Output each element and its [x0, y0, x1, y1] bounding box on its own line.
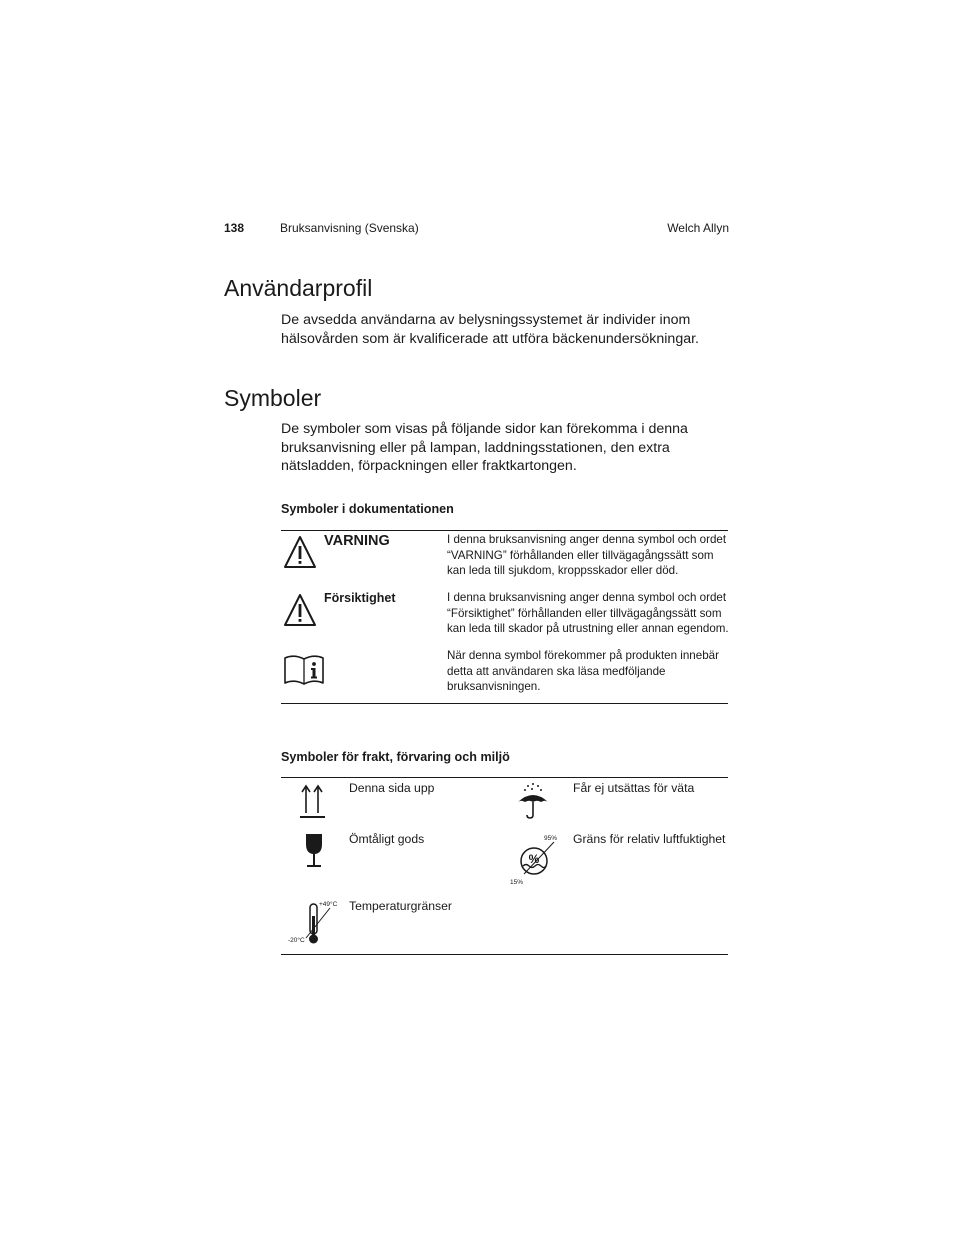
- shipping-table-top-rule: [281, 777, 728, 778]
- warning-label: VARNING: [324, 533, 390, 549]
- this-side-up-icon: [299, 783, 327, 819]
- user-profile-text: De avsedda användarna av belysningssystemet är individer inom hälsovården som är kvalificerade att utföra bäckenundersökningar.: [281, 312, 699, 347]
- doc-symbols-title: Symboler i dokumentationen: [281, 502, 454, 516]
- humidity-limit-label: Gräns för relativ luftfuktighet: [573, 832, 726, 846]
- brand-name: Welch Allyn: [667, 221, 729, 235]
- consult-instructions-icon: [283, 654, 325, 686]
- caution-description: I denna bruksanvisning anger denna symbol och ordet “Försiktighet” förhållanden eller tillvägagångssätt som kan leda till skador på utrustning eller annan egendom.: [447, 591, 729, 636]
- humidity-limit-icon: [508, 834, 560, 890]
- shipping-symbols-title: Symboler för frakt, förvaring och miljö: [281, 750, 510, 764]
- section-heading-user-profile: Användarprofil: [224, 275, 373, 301]
- warning-triangle-icon: [283, 535, 317, 569]
- temperature-lower-limit: -20°C: [288, 937, 305, 944]
- temperature-limit-label: Temperaturgränser: [349, 899, 452, 913]
- page-number: 138: [224, 221, 245, 235]
- humidity-lower-limit: 15%: [510, 879, 524, 886]
- table-bottom-rule: [281, 703, 728, 704]
- warning-description: I denna bruksanvisning anger denna symbol och ordet “VARNING” förhållanden eller tillvägagångssätt som kan leda till sjukdom, kroppsskador eller död.: [447, 533, 727, 578]
- section-heading-symbols: Symboler: [224, 385, 322, 411]
- this-side-up-label: Denna sida upp: [349, 781, 435, 795]
- keep-dry-icon: [516, 782, 550, 820]
- fragile-icon: [303, 832, 325, 870]
- fragile-label: Ömtåligt gods: [349, 832, 425, 846]
- table-top-rule: [281, 530, 728, 531]
- consult-instructions-description: När denna symbol förekommer på produkten innebär detta att användaren ska läsa medföljande bruksanvisningen.: [447, 649, 719, 694]
- svg-text:%: %: [528, 852, 540, 866]
- caution-triangle-icon: [283, 593, 317, 627]
- page-header: [224, 221, 729, 237]
- keep-dry-label: Får ej utsättas för väta: [573, 781, 695, 795]
- symbols-intro-text: De symboler som visas på följande sidor kan förekomma i denna bruksanvisning eller på lampan, laddningsstationen, den extra nätsladden, förpackningen eller fraktkartongen.: [281, 421, 688, 475]
- temperature-upper-limit: +49°C: [319, 901, 338, 908]
- document-title: Bruksanvisning (Svenska): [280, 221, 419, 235]
- caution-label: Försiktighet: [324, 591, 396, 605]
- temperature-limit-icon: [286, 898, 340, 948]
- shipping-table-bottom-rule: [281, 954, 728, 955]
- humidity-upper-limit: 95%: [544, 835, 558, 842]
